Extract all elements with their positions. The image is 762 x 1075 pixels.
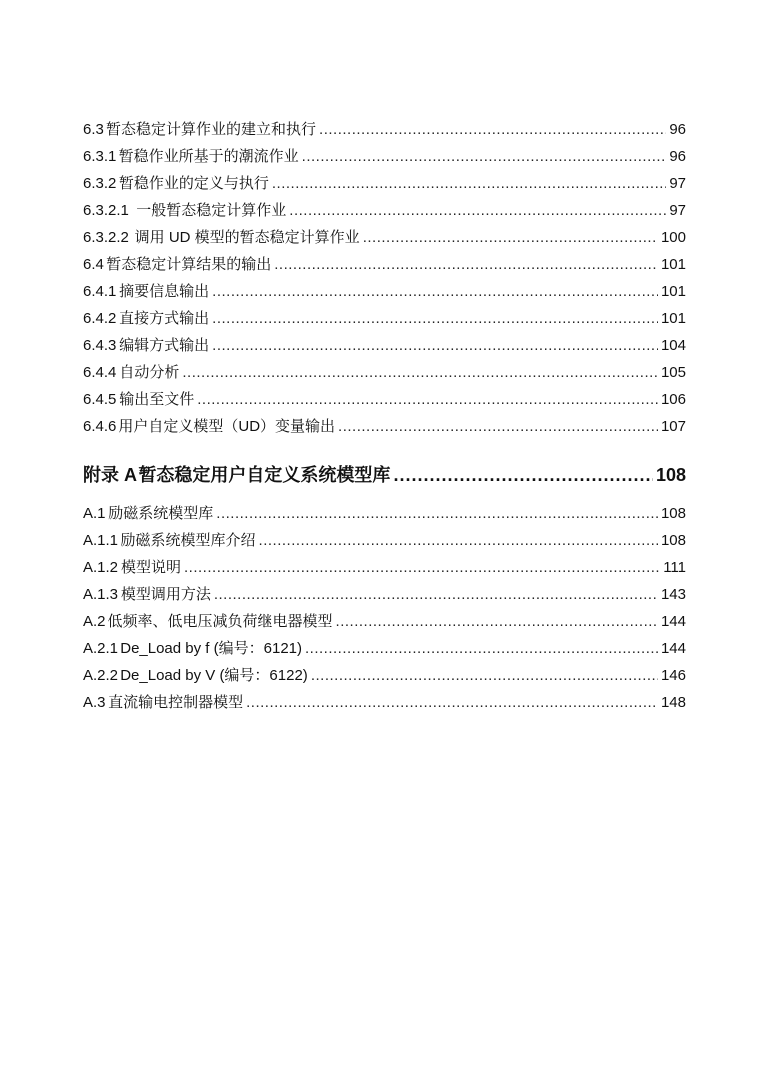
toc-entry-title: 暂态稳定计算结果的输出 [106, 256, 272, 273]
toc-entry-number: A.2.1 [83, 640, 119, 657]
toc-entry-page: 107 [660, 418, 686, 435]
toc-entry-page: 108 [660, 532, 686, 549]
dot-leader [259, 527, 658, 554]
toc-entry-page: 101 [660, 310, 686, 327]
toc-entry[interactable] [83, 143, 686, 170]
toc-entry-page: 101 [660, 256, 686, 273]
toc-page [83, 116, 686, 716]
toc-entry-title: 编辑方式输出 [119, 337, 210, 354]
toc-entry-title: 暂稳作业的定义与执行 [118, 175, 269, 192]
toc-entry-page: 106 [660, 391, 686, 408]
toc-entry-title: 用户自定义模型（UD）变量输出 [118, 418, 336, 435]
toc-entry-number: 6.4.3 [83, 337, 117, 354]
toc-entry[interactable] [83, 608, 686, 635]
dot-leader [319, 116, 666, 143]
toc-entry-number: A.1.2 [83, 559, 119, 576]
toc-entry-title: De_Load by V (编号：6122) [120, 667, 308, 684]
toc-entry-page: 97 [669, 175, 686, 192]
toc-entry-page: 97 [669, 202, 686, 219]
toc-entry-page: 111 [663, 559, 686, 576]
toc-entry-number: A.2 [83, 613, 106, 630]
toc-entry-title: 一般暂态稳定计算作业 [136, 202, 287, 219]
toc-entry-title: 模型调用方法 [120, 586, 211, 603]
toc-entry-number: 6.4.2 [83, 310, 117, 327]
toc-entry-number: 6.4.4 [83, 364, 117, 381]
toc-entry-page: 144 [660, 613, 686, 630]
toc-entry[interactable] [83, 278, 686, 305]
toc-entry[interactable] [83, 197, 686, 224]
dot-leader [363, 224, 658, 251]
toc-entry-number: 6.3 [83, 121, 104, 138]
toc-entry-title: 励磁系统模型库 [108, 505, 214, 522]
toc-entry[interactable] [83, 251, 686, 278]
toc-entry-page: 104 [660, 337, 686, 354]
toc-entry-page: 101 [660, 283, 686, 300]
dot-leader [311, 662, 658, 689]
dot-leader [302, 143, 667, 170]
toc-entry[interactable] [83, 170, 686, 197]
toc-entry[interactable] [83, 500, 686, 527]
toc-entry-page: 148 [660, 694, 686, 711]
dot-leader [336, 608, 658, 635]
dot-leader [274, 251, 658, 278]
dot-leader [289, 197, 666, 224]
toc-entry-number: 6.4.5 [83, 391, 117, 408]
toc-entry-number: 6.4 [83, 256, 104, 273]
toc-entry-title: De_Load by f (编号：6121) [120, 640, 302, 657]
dot-leader [216, 500, 658, 527]
toc-entry-number: 6.3.2.2 [83, 229, 129, 246]
appendix-heading-title: 暂态稳定用户自定义系统模型库 [138, 465, 391, 485]
toc-entry-page: 100 [660, 229, 686, 246]
toc-entry-page: 108 [660, 505, 686, 522]
toc-entry[interactable] [83, 224, 686, 251]
toc-entry[interactable] [83, 554, 686, 581]
toc-entry[interactable] [83, 581, 686, 608]
toc-entry-number: 6.4.6 [83, 418, 117, 435]
dot-leader [212, 332, 658, 359]
toc-entry[interactable] [83, 332, 686, 359]
dot-leader [338, 413, 658, 440]
toc-entry-title: 调用 UD 模型的暂态稳定计算作业 [134, 229, 360, 246]
toc-section-6 [83, 116, 686, 440]
toc-entry-number: 6.3.2 [83, 175, 117, 192]
toc-entry-number: 6.3.1 [83, 148, 117, 165]
toc-entry-number: 6.3.2.1 [83, 202, 129, 219]
toc-entry[interactable] [83, 305, 686, 332]
toc-entry-title: 励磁系统模型库介绍 [120, 532, 256, 549]
toc-entry-title: 模型说明 [121, 559, 182, 576]
appendix-heading-number: 附录 A [83, 465, 137, 485]
toc-entry-page: 105 [660, 364, 686, 381]
dot-leader [305, 635, 658, 662]
toc-entry[interactable] [83, 635, 686, 662]
toc-entry-page: 96 [669, 148, 686, 165]
toc-entry[interactable] [83, 662, 686, 689]
toc-entry-title: 暂态稳定计算作业的建立和执行 [106, 121, 317, 138]
dot-leader [393, 458, 653, 492]
toc-entry-title: 输出至文件 [119, 391, 195, 408]
toc-entry[interactable] [83, 359, 686, 386]
toc-entry-number: A.1.3 [83, 586, 119, 603]
dot-leader [246, 689, 658, 716]
toc-entry-page: 146 [660, 667, 686, 684]
toc-appendix [83, 500, 686, 716]
dot-leader [182, 359, 658, 386]
toc-appendix-heading[interactable] [83, 458, 686, 492]
toc-entry-title: 直接方式输出 [119, 310, 210, 327]
toc-entry-number: 6.4.1 [83, 283, 117, 300]
toc-entry-title: 低频率、低电压减负荷继电器模型 [107, 613, 333, 630]
dot-leader [212, 278, 658, 305]
toc-entry-number: A.1 [83, 505, 106, 522]
toc-entry[interactable] [83, 689, 686, 716]
dot-leader [272, 170, 666, 197]
dot-leader [197, 386, 658, 413]
toc-entry-number: A.1.1 [83, 532, 119, 549]
toc-entry-number: A.3 [83, 694, 106, 711]
dot-leader [184, 554, 660, 581]
appendix-heading-page: 108 [655, 465, 686, 485]
toc-entry-number: A.2.2 [83, 667, 119, 684]
toc-entry[interactable] [83, 386, 686, 413]
dot-leader [214, 581, 658, 608]
toc-entry-page: 96 [669, 121, 686, 138]
toc-entry-page: 144 [660, 640, 686, 657]
toc-entry[interactable] [83, 413, 686, 440]
toc-entry-title: 自动分析 [119, 364, 180, 381]
toc-entry-title: 直流输电控制器模型 [108, 694, 244, 711]
toc-entry[interactable] [83, 527, 686, 554]
dot-leader [212, 305, 658, 332]
toc-entry[interactable] [83, 116, 686, 143]
toc-entry-title: 暂稳作业所基于的潮流作业 [118, 148, 299, 165]
toc-entry-title: 摘要信息输出 [119, 283, 210, 300]
toc-entry-page: 143 [660, 586, 686, 603]
